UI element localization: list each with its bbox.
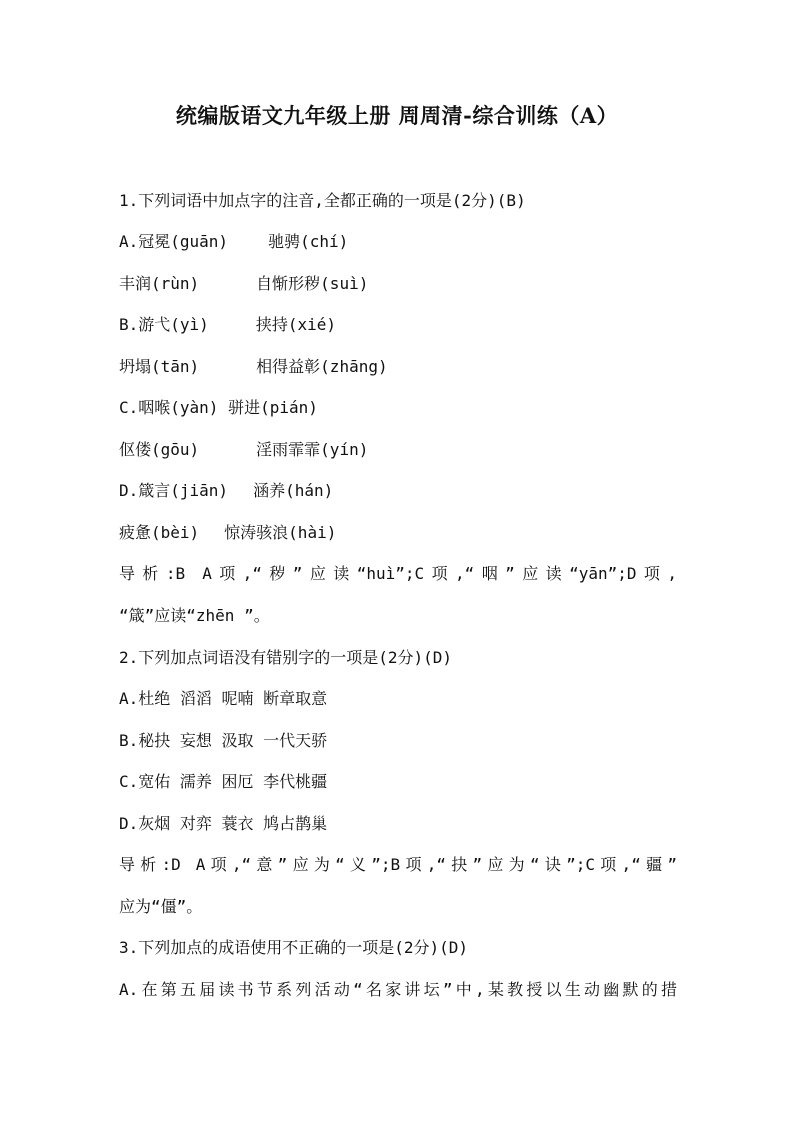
q1-option-d-word1: D.箴言(jiān) [119, 481, 229, 500]
q1-option-b-line1 [119, 315, 336, 335]
q1-option-d-word3: 疲惫(bèi) [119, 523, 200, 542]
q1-option-d-word2: 涵养(hán) [253, 481, 334, 500]
q1-option-a-word3: 丰润(rùn) [119, 274, 200, 293]
q1-option-a-word1: A.冠冕(guān) [119, 232, 229, 251]
q1-option-d-line1 [119, 481, 333, 501]
q1-option-c-line1: C.咽喉(yàn) 骈进(pián) [119, 398, 318, 417]
q1-option-c-word3: 伛偻(gōu) [119, 440, 200, 459]
q1-option-d-word4: 惊涛骇浪(hài) [224, 523, 337, 542]
q3-option-a: A.在第五届读书节系列活动“名家讲坛”中,某教授以生动幽默的措 [119, 980, 677, 999]
q2-analysis-line2: 应为“僵”。 [119, 897, 203, 916]
q2-option-c: C.宽佑 濡养 困厄 李代桃疆 [119, 772, 328, 791]
q1-option-b-word4: 相得益彰(zhāng) [256, 357, 388, 376]
q3-stem: 3.下列加点的成语使用不正确的一项是(2分)(D) [119, 938, 469, 957]
q1-option-c-line2 [119, 440, 368, 460]
q1-option-d-line2 [119, 523, 336, 543]
q1-option-b-word1: B.游弋(yì) [119, 315, 209, 334]
q1-stem: 1.下列词语中加点字的注音,全都正确的一项是(2分)(B) [119, 191, 526, 210]
q1-analysis-line1: 导析:B A项,“秽”应读“huì”;C项,“咽”应读“yān”;D项, [119, 564, 677, 583]
q2-option-d: D.灰烟 对弈 蓑衣 鸠占鹊巢 [119, 814, 328, 833]
q1-option-b-word2: 挟持(xié) [255, 315, 336, 334]
q1-option-a-line1 [119, 232, 348, 252]
q1-option-c-word4: 淫雨霏霏(yín) [256, 440, 369, 459]
q1-option-a-word4: 自惭形秽(suì) [256, 274, 369, 293]
q2-option-b: B.秘抉 妄想 汲取 一代天骄 [119, 731, 328, 750]
q1-option-b-line2 [119, 357, 388, 377]
q2-stem: 2.下列加点词语没有错别字的一项是(2分)(D) [119, 648, 453, 667]
q1-option-b-word3: 坍塌(tān) [119, 357, 200, 376]
page-title: 统编版语文九年级上册 周周清-综合训练（A） [175, 103, 619, 128]
q2-analysis-line1: 导析:D A项,“意”应为“义”;B项,“抉”应为“诀”;C项,“疆” [119, 855, 677, 874]
q2-option-a: A.杜绝 滔滔 呢喃 断章取意 [119, 689, 328, 708]
q1-option-a-line2 [119, 274, 368, 294]
q1-option-a-word2: 驰骋(chí) [268, 232, 349, 251]
q1-analysis-line2: “箴”应读“zhēn ”。 [119, 606, 270, 625]
